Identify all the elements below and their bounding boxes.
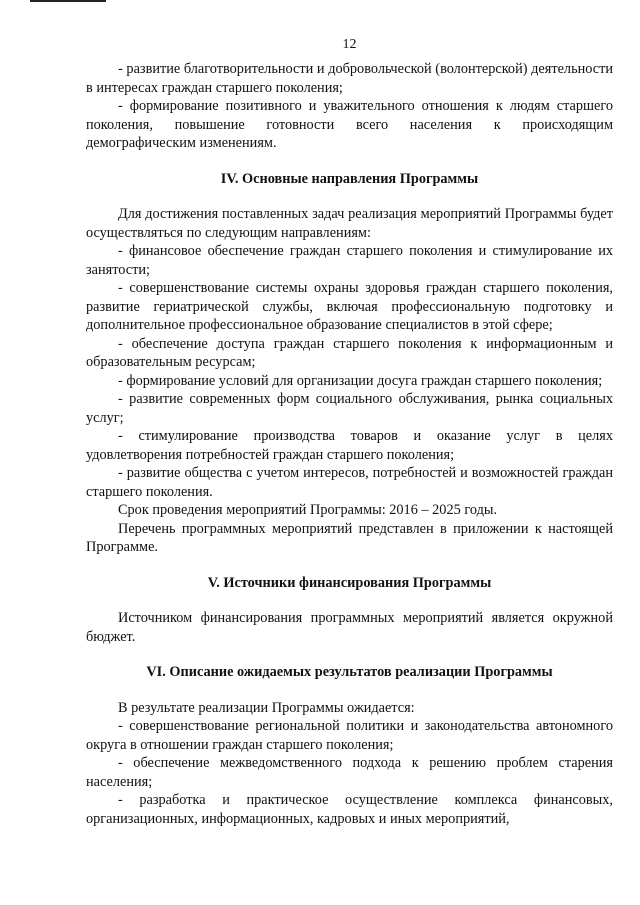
section-4-heading: IV. Основные направления Программы <box>220 170 479 187</box>
program-list-note: Перечень программных мероприятий представлен в приложении к настоящей Программе. <box>86 520 613 555</box>
section-4-lead: Для достижения поставленных задач реализация мероприятий Программы будет осуществляться по следующим направлениям: <box>86 206 613 241</box>
section-6-item: - обеспечение межведомственного подхода к решению проблем старения населения; <box>86 755 613 790</box>
intro-item: - развитие благотворительности и добровольческой (волонтерской) деятельности в интересах граждан старшего поколения; <box>86 61 613 96</box>
section-4-item: - обеспечение доступа граждан старшего поколения к информационным и образовательным ресурсам; <box>86 335 613 370</box>
program-term: Срок проведения мероприятий Программы: 2016 – 2025 годы. <box>118 502 498 518</box>
section-4-item: - совершенствование системы охраны здоровья граждан старшего поколения, развитие гериатрической службы, включая профессиональную подготовку и дополнительное профессиональное образование специалистов в этой сфере; <box>86 280 613 333</box>
top-border-line <box>30 0 106 2</box>
section-6-lead: В результате реализации Программы ожидается: <box>118 699 415 716</box>
section-4-item: - финансовое обеспечение граждан старшего поколения и стимулирование их занятости; <box>86 243 613 278</box>
section-4-item: - стимулирование производства товаров и оказание услуг в целях удовлетворения потребностей граждан старшего поколения; <box>86 428 613 463</box>
section-4-item: - развитие современных форм социального обслуживания, рынка социальных услуг; <box>86 391 613 426</box>
section-6-heading: VI. Описание ожидаемых результатов реализации Программы <box>146 664 553 680</box>
document-page <box>86 36 613 828</box>
section-6-item: - совершенствование региональной политики и законодательства автономного округа в отношении граждан старшего поколения; <box>86 718 613 753</box>
intro-item: - формирование позитивного и уважительного отношения к людям старшего поколения, повышение готовности всего населения к происходящим демографическим изменениям. <box>86 98 613 151</box>
section-5-heading: V. Источники финансирования Программы <box>207 574 492 591</box>
page-number: 12 <box>342 37 357 52</box>
section-6-item: - разработка и практическое осуществление комплекса финансовых, организационных, информационных, кадровых и иных мероприятий, <box>86 792 613 827</box>
section-4-item: - развитие общества с учетом интересов, потребностей и возможностей граждан старшего поколения. <box>86 465 613 500</box>
section-5-text: Источником финансирования программных мероприятий является окружной бюджет. <box>86 610 613 645</box>
section-4-item: - формирование условий для организации досуга граждан старшего поколения; <box>118 372 603 389</box>
